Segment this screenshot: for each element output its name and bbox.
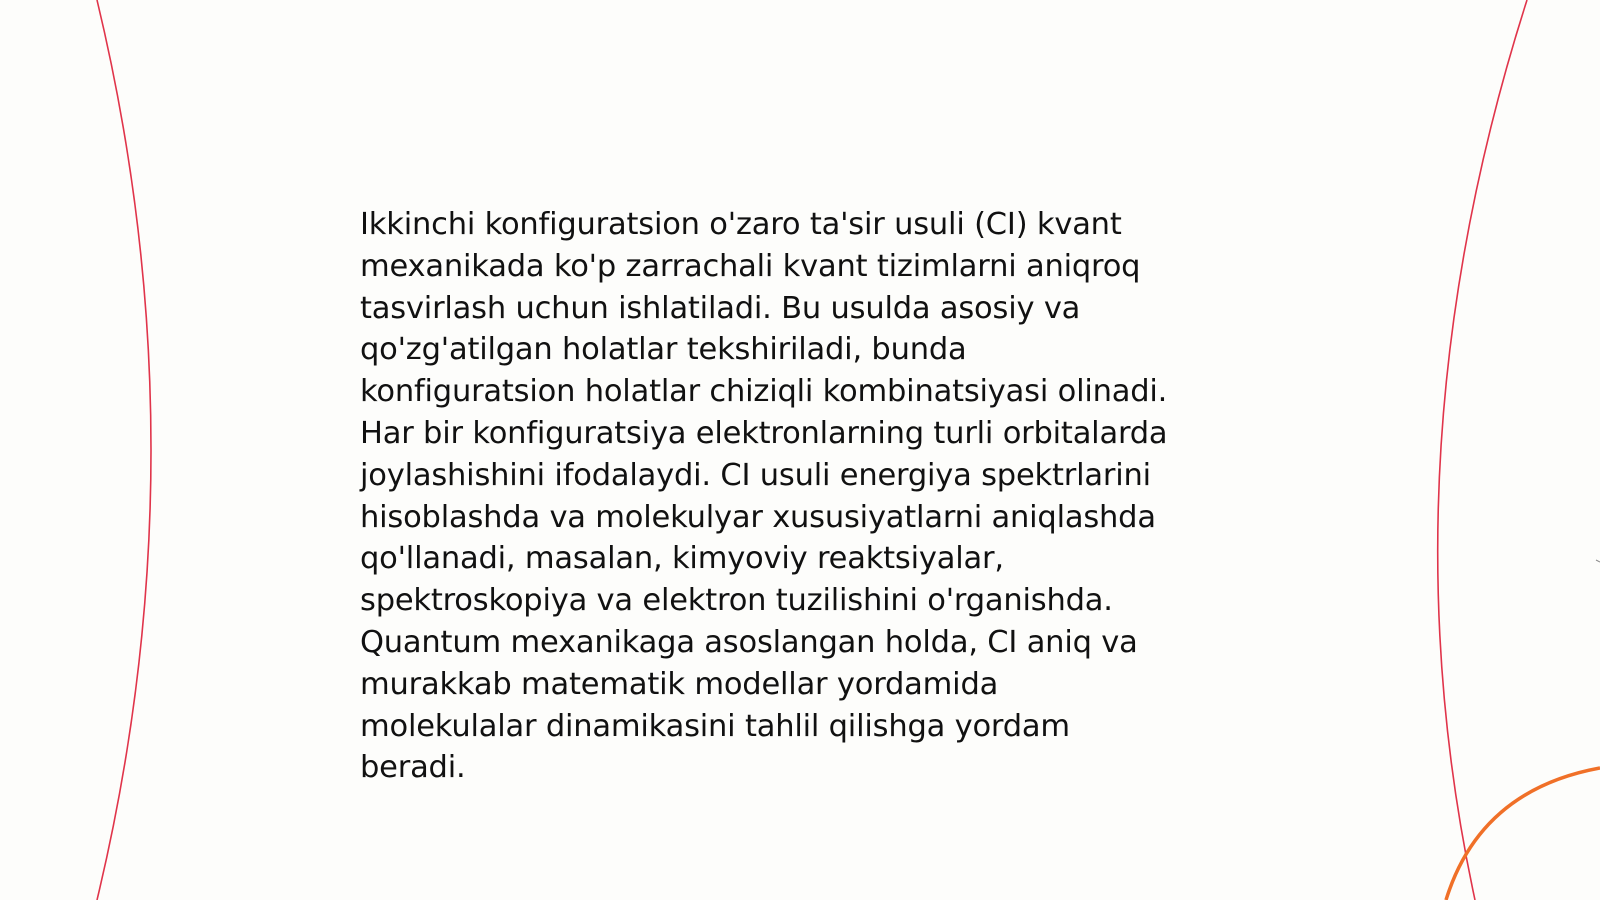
body-paragraph (360, 204, 1260, 789)
orange-arc (1446, 768, 1600, 900)
text-line: Har bir konfiguratsiya elektronlarning turli orbitalarda (360, 415, 1168, 451)
left-red-arc (97, 0, 151, 900)
text-line: qo'zg'atilgan holatlar tekshiriladi, bunda (360, 332, 967, 368)
text-line: beradi. (360, 750, 466, 786)
edge-tick (1596, 560, 1600, 562)
text-line: Quantum mexanikaga asoslangan holda, CI aniq va (360, 624, 1138, 660)
text-line: qo'llanadi, masalan, kimyoviy reaktsiyalar, (360, 541, 1004, 577)
text-line: tasvirlash uchun ishlatiladi. Bu usulda asosiy va (360, 290, 1081, 326)
text-line: konfiguratsion holatlar chiziqli kombinatsiyasi olinadi. (360, 374, 1168, 410)
text-line: molekulalar dinamikasini tahlil qilishga yordam (360, 708, 1070, 744)
text-line: mexanikada ko'p zarrachali kvant tizimlarni aniqroq (360, 248, 1141, 284)
text-line: murakkab matematik modellar yordamida (360, 666, 999, 702)
text-line: joylashishini ifodalaydi. CI usuli energiya spektrlarini (360, 457, 1151, 493)
right-red-arc (1438, 0, 1527, 900)
text-line: Ikkinchi konfiguratsion o'zaro ta'sir usuli (CI) kvant (360, 207, 1122, 242)
text-line: spektroskopiya va elektron tuzilishini o'rganishda. (360, 583, 1113, 619)
text-line: hisoblashda va molekulyar xususiyatlarni aniqlashda (360, 499, 1156, 535)
